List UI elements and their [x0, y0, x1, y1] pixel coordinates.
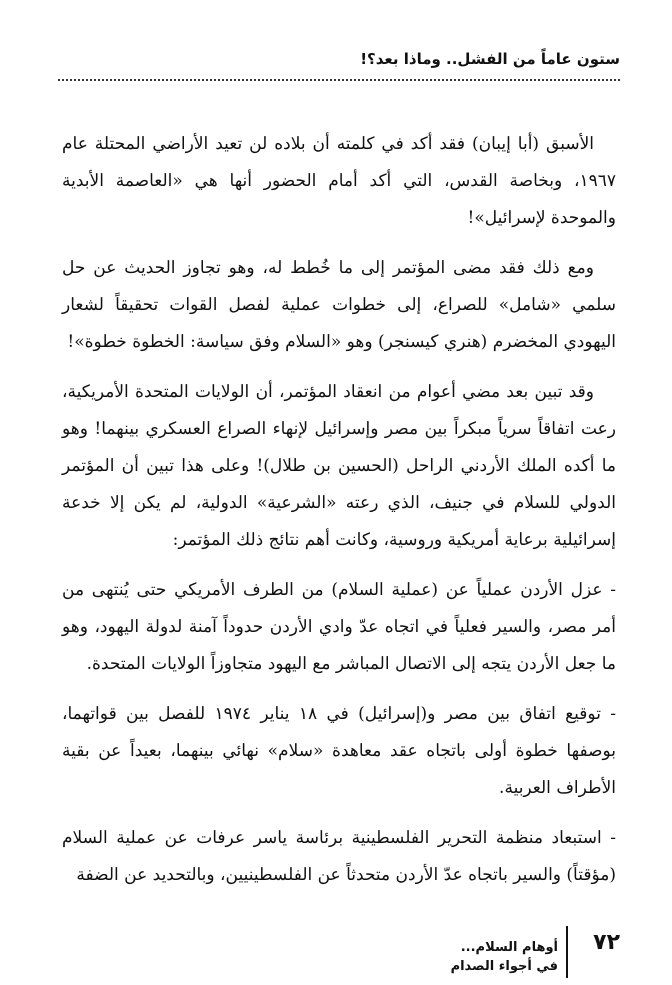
footer-divider [566, 926, 568, 978]
header-dotted-rule [58, 79, 620, 81]
running-header: ستون عاماً من الفشل.. وماذا بعد؟! [360, 50, 620, 68]
bullet-item: - عزل الأردن عملياً عن (عملية السلام) من الطرف الأمريكي حتى يُنتهى من أمر مصر، والسير فعلياً في اتجاه عدّ وادي الأردن حدوداً آمنة لدولة اليهود، وهو ما جعل الأردن يتجه إلى الاتصال المباشر مع اليهود متجاوزاً الولايات المتحدة. [62, 580, 616, 674]
footer-title-line: أوهام السلام... [460, 940, 558, 955]
page-number: ٧٢ [593, 930, 620, 955]
paragraph: وقد تبين بعد مضي أعوام من انعقاد المؤتمر، أن الولايات المتحدة الأمريكية، رعت اتفاقاً سرياً مبكراً بين مصر وإسرائيل لإنهاء الصراع العسكري بينهما! وهو ما أكده الملك الأردني الراحل (الحسين بن طلال)! وعلى هذا تبين أن المؤتمر الدولي للسلام في جنيف، الذي رعته «الشرعية» الدولية، لم يكن إلا خدعة إسرائيلية برعاية أمريكية وروسية، وكانت أهم نتائج ذلك المؤتمر: [62, 382, 616, 550]
bullet-item: - توقيع اتفاق بين مصر و(إسرائيل) في ١٨ يناير ١٩٧٤ للفصل بين قواتهما، بوصفها خطوة أولى باتجاه عقد معاهدة «سلام» نهائي بينهما، بعيداً عن بقية الأطراف العربية. [62, 704, 617, 798]
paragraph: ومع ذلك فقد مضى المؤتمر إلى ما خُطط له، وهو تجاوز الحديث عن حل سلمي «شامل» للصراع، إلى خطوات عملية لفصل القوات تحقيقاً لشعار اليهودي المخضرم (هنري كيسنجر) وهو «السلام وفق سياسة: الخطوة خطوة»! [62, 258, 616, 352]
footer-book-title [451, 938, 558, 976]
bullet-item: - استبعاد منظمة التحرير الفلسطينية برئاسة ياسر عرفات عن عملية السلام (مؤقتاً) والسير باتجاه عدّ الأردن متحدثاً عن الفلسطينيين، وبالتحديد عن الضفة [62, 828, 616, 885]
footer-title-line: في أجواء الصدام [450, 959, 558, 974]
body-text [62, 126, 616, 907]
paragraph: الأسبق (أبا إيبان) فقد أكد في كلمته أن بلاده لن تعيد الأراضي المحتلة عام ١٩٦٧، وبخاصة القدس، التي أكد أمام الحضور أنها هي «العاصمة الأبدية والموحدة لإسرائيل»! [62, 134, 616, 228]
